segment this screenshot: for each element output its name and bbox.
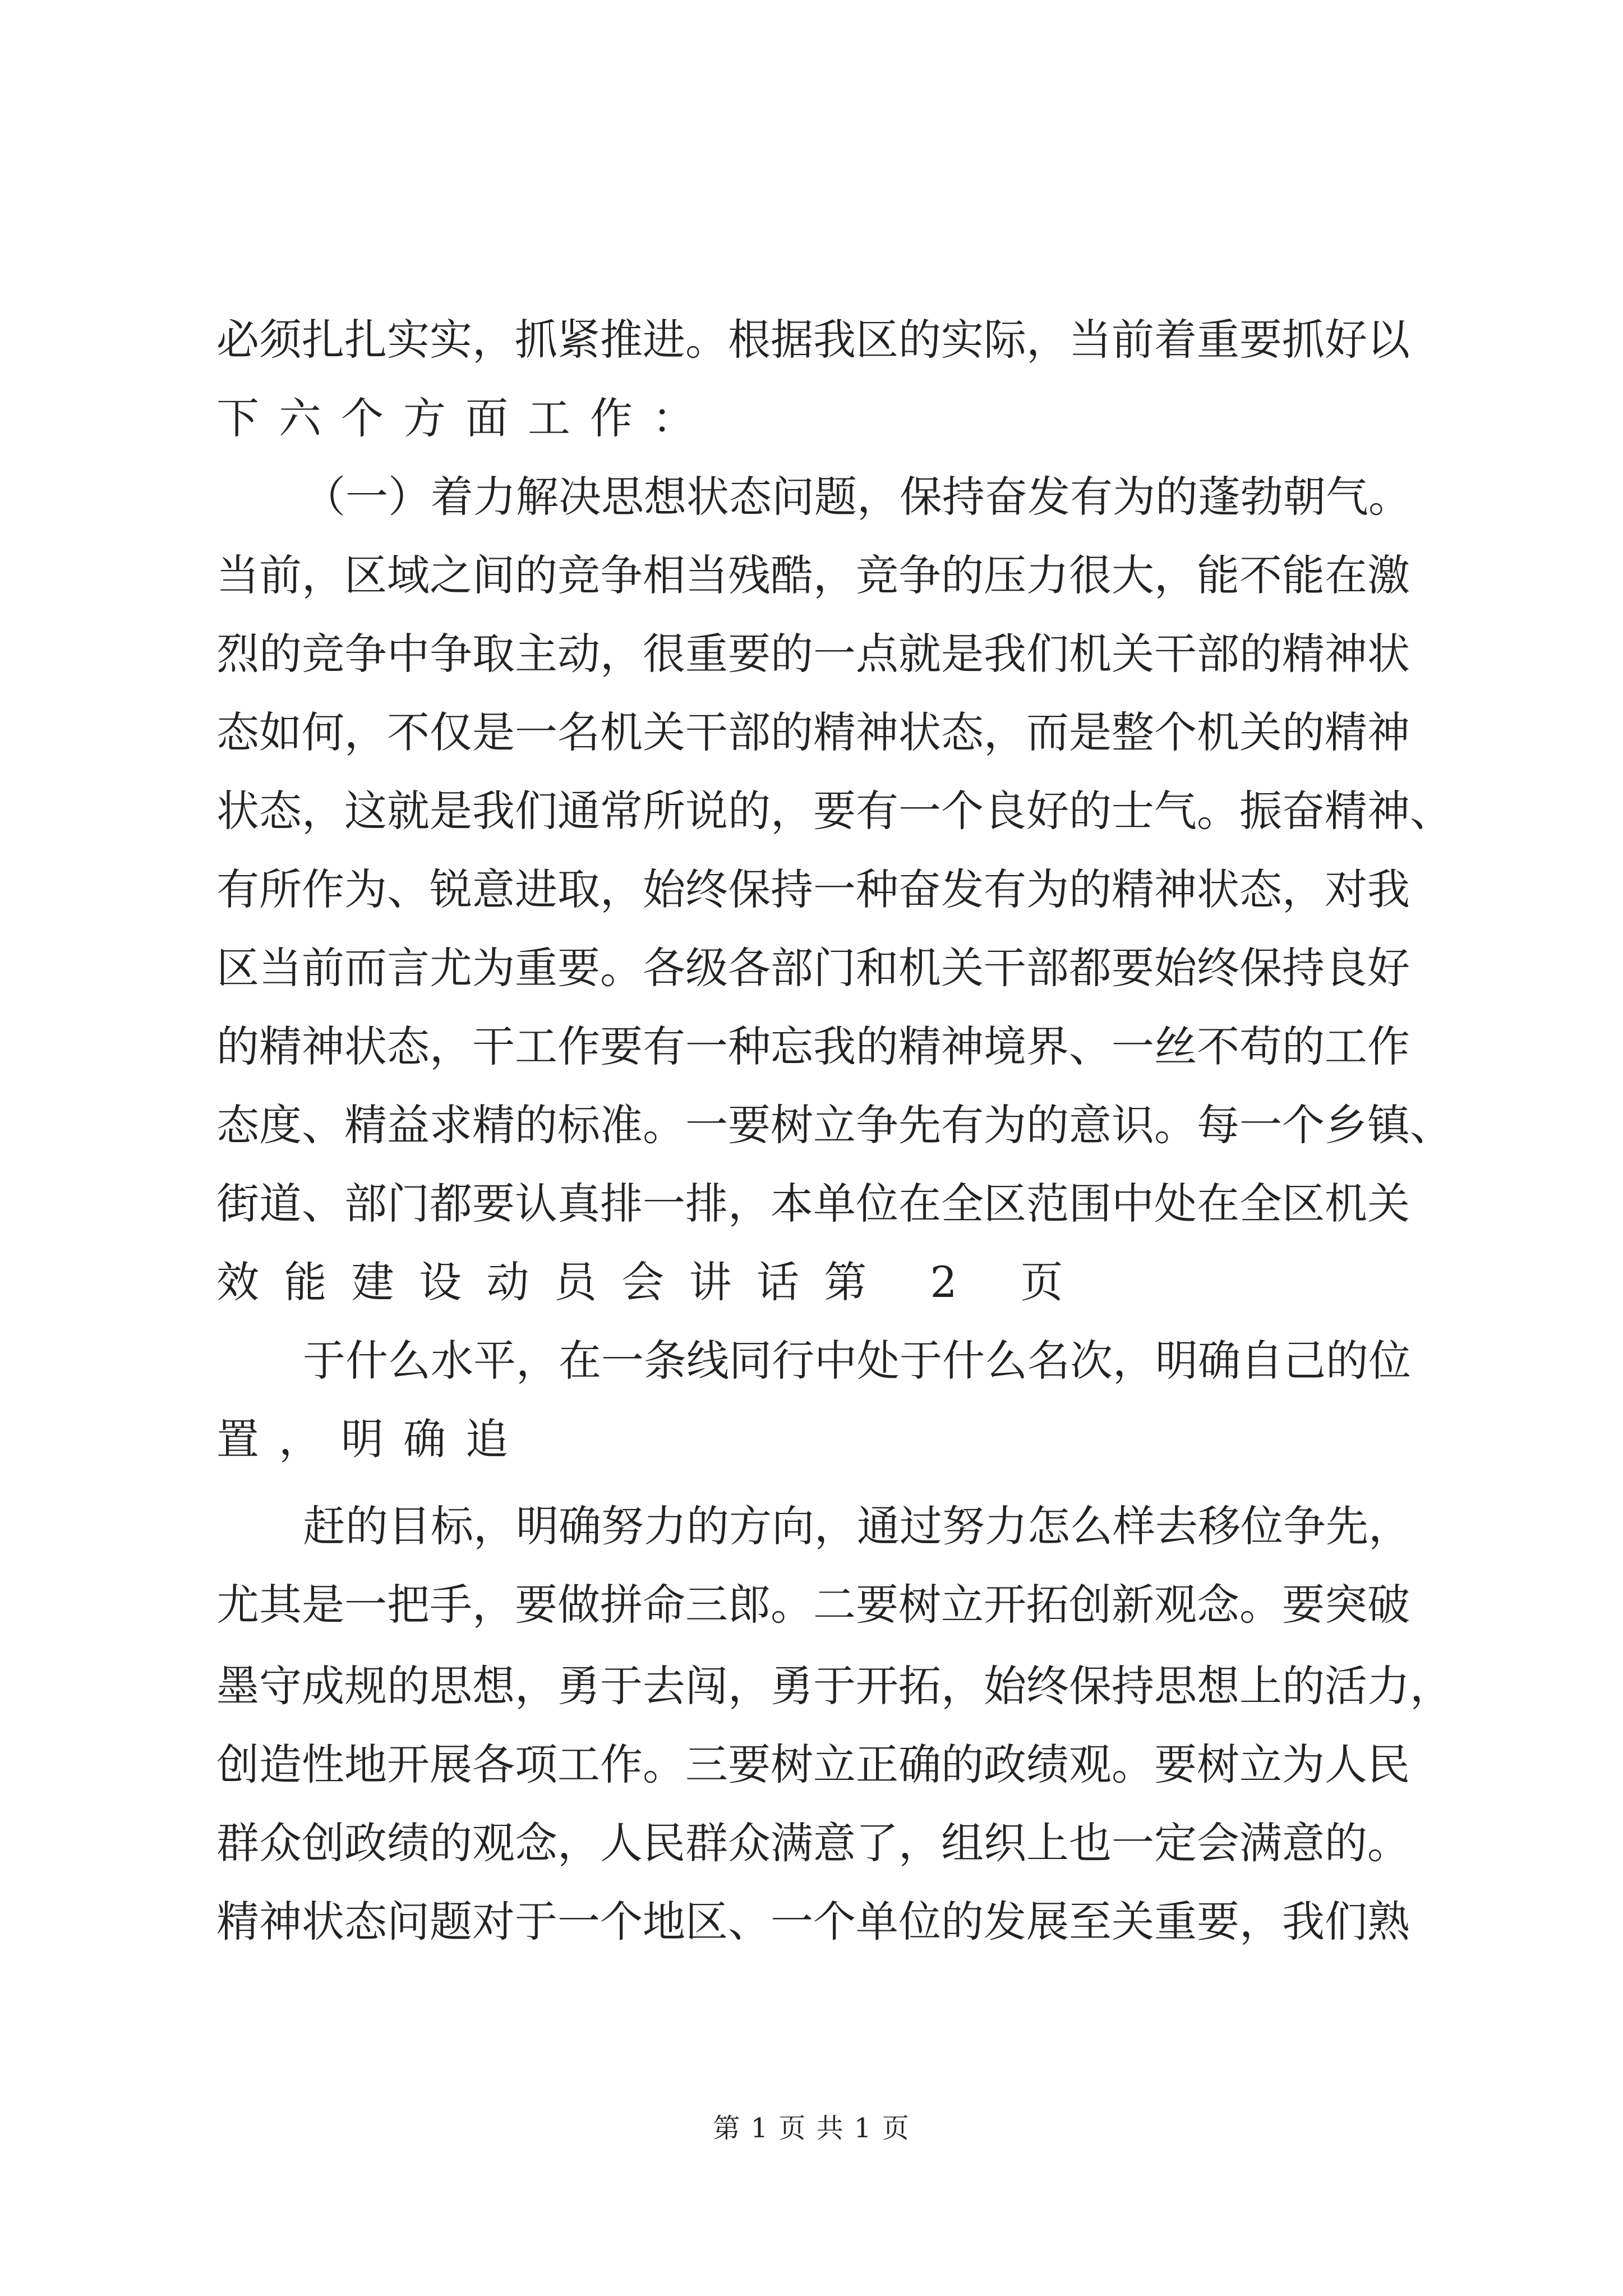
text-line-content: 态如何，不仅是一名机关干部的精神状态，而是整个机关的精神 [216,707,1410,757]
text-line-content: 的精神状态，干工作要有一种忘我的精神境界、一丝不苟的工作 [216,1022,1410,1071]
text-line-content: 于什么水平，在一条线同行中处于什么名次，明确自己的位 [303,1336,1411,1386]
text-line-content: 下六个方面工作： [216,393,714,443]
text-line-content: 精神状态问题对于一个地区、一个单位的发展至关重要，我们熟 [216,1897,1410,1947]
text-line [0,926,1623,1010]
text-line-content: 创造性地开展各项工作。三要树立正确的政绩观。要树立为人民 [216,1740,1410,1789]
text-line [0,1162,1623,1246]
text-line-content: 区当前而言尤为重要。各级各部门和机关干部都要始终保持良好 [216,943,1410,993]
text-line [0,612,1623,696]
text-line [0,1880,1623,1964]
text-line-content: 墨守成规的思想，勇于去闯，勇于开拓，始终保持思想上的活力， [216,1661,1453,1711]
text-line [0,848,1623,932]
text-line [0,769,1623,853]
text-line-content: 赶的目标，明确努力的方向，通过努力怎么样去移位争先， [303,1501,1411,1551]
text-line [0,1801,1623,1885]
text-line [0,1240,1623,1324]
text-line-content: 街道、部门都要认真排一排，本单位在全区范围中处在全区机关 [216,1179,1410,1228]
text-line-content: 置，明确追 [216,1414,528,1464]
page-number: 第 1 页 共 1 页 [713,2113,910,2144]
text-line [0,376,1623,461]
page-footer [0,2100,1623,2156]
text-line-content: （一）着力解决思想状态问题，保持奋发有为的蓬勃朝气。 [303,472,1411,522]
text-line-content: 当前，区域之间的竞争相当残酷，竞争的压力很大，能不能在激 [216,550,1410,600]
text-line [0,1319,1623,1403]
text-line-content: 必须扎扎实实，抓紧推进。根据我区的实际，当前着重要抓好以 [216,315,1410,365]
text-line [0,1644,1623,1728]
text-line [0,533,1623,618]
text-line [0,1723,1623,1807]
text-line-content: 态度、精益求精的标准。一要树立争先有为的意识。每一个乡镇、 [216,1100,1453,1150]
text-line-content: 群众创政绩的观念，人民群众满意了，组织上也一定会满意的。 [216,1818,1410,1868]
text-line [0,298,1623,382]
text-line [0,691,1623,775]
text-line [0,1083,1623,1167]
text-line [0,1005,1623,1089]
text-line-content: 效能建设动员会讲话第 2 页 [216,1257,1088,1307]
text-line-content: 有所作为、锐意进取，始终保持一种奋发有为的精神状态，对我 [216,864,1410,914]
text-line-content: 尤其是一把手，要做拼命三郎。二要树立开拓创新观念。要突破 [216,1580,1410,1630]
text-line-content: 状态，这就是我们通常所说的，要有一个良好的士气。振奋精神、 [216,786,1453,836]
text-line [0,1397,1623,1481]
text-line [0,1563,1623,1647]
text-line [0,1484,1623,1568]
text-line [0,455,1623,539]
text-line-content: 烈的竞争中争取主动，很重要的一点就是我们机关干部的精神状 [216,629,1410,679]
